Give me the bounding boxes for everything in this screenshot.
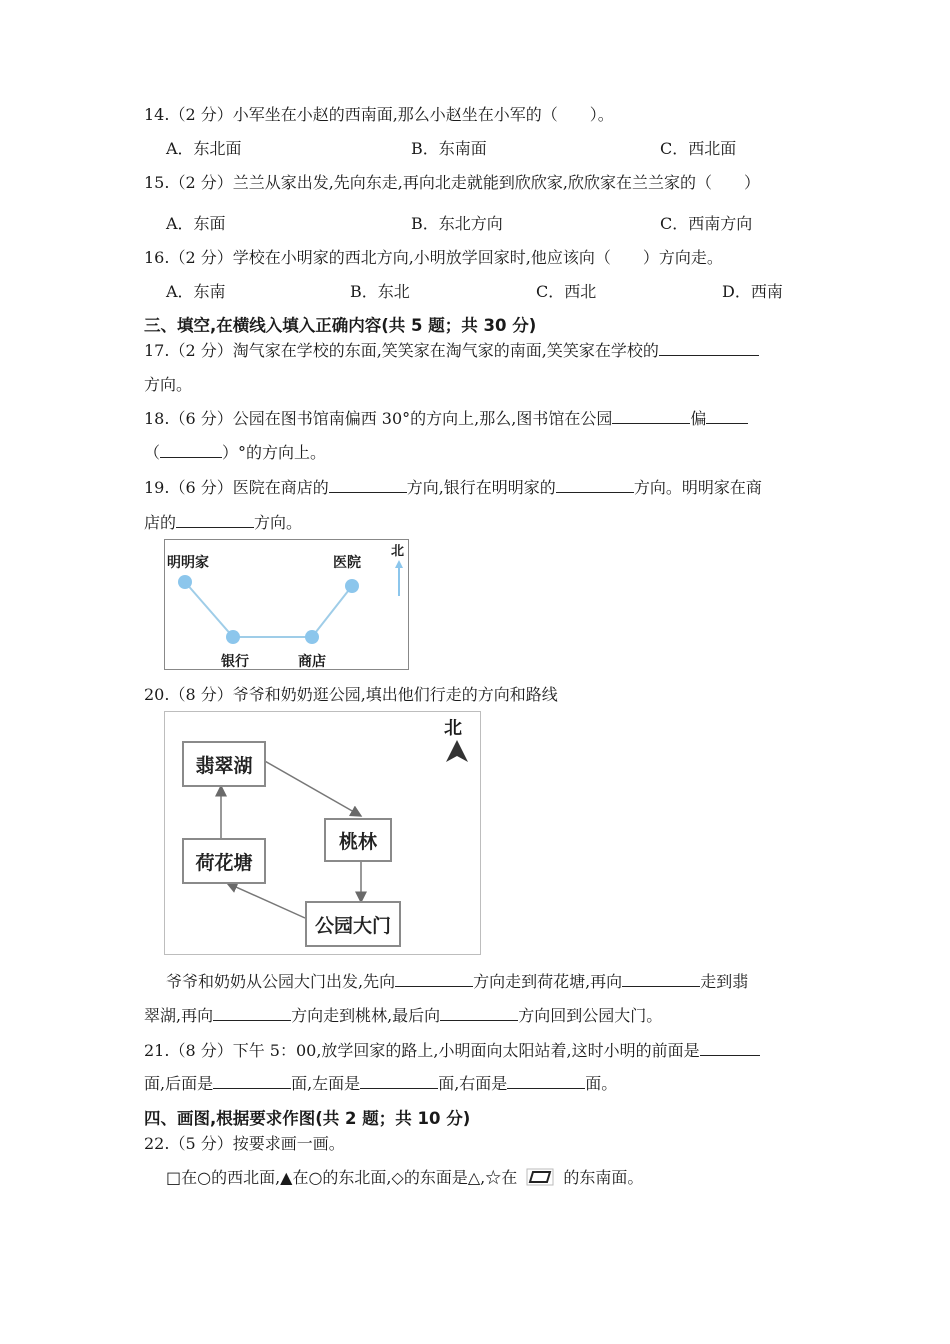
question-16: 16.（2 分）学校在小明家的西北方向,小明放学回家时,他应该向（ ）方向走。 [144,248,723,267]
shop-dot [305,630,319,644]
question-21 [144,1038,760,1061]
q20-park-figure [164,711,481,955]
label-minmin-home: 明明家 [167,555,209,571]
label-bank: 银行 [221,654,249,670]
q21-text-b: 面,左面是 [291,1074,361,1093]
q18-pian: 偏 [690,409,707,428]
q21-blank-1[interactable] [700,1041,760,1056]
q21-text: 21.（8 分）下午 5：00,放学回家的路上,小明面向太阳站着,这时小明的前面是 [144,1041,700,1060]
q18-blank-3[interactable] [160,443,222,458]
q16-option-a: A．东南 [166,282,226,301]
q22-text: □在○的西北面,▲在○的东北面,◇的东面是△,☆在 [166,1168,518,1187]
q16-option-d: D．西南 [722,282,783,301]
q21-blank-2[interactable] [213,1074,291,1089]
arrow-lake-to-peach [263,760,361,816]
q14-option-a: A．东北面 [166,139,242,158]
q20-blank-1[interactable] [395,972,473,987]
q21-blank-3[interactable] [360,1074,438,1089]
q20-text-d: 翠湖,再向 [144,1006,214,1025]
q20-text-a: 爷爷和奶奶从公园大门出发,先向 [166,972,396,991]
q18-paren-open: （ [144,443,161,462]
node-lotus-pond: 荷花塘 [182,838,266,884]
q19-text-c: 方向。明明家在商 [633,478,762,497]
q20-text-f: 方向回到公园大门。 [518,1006,663,1025]
q20-answer-line1 [166,969,748,992]
q14-option-b: B．东南面 [411,139,487,158]
label-shop: 商店 [298,654,326,670]
parallelogram-icon [526,1168,554,1186]
q19-map-figure [164,539,409,670]
q20-text-e: 方向走到桃林,最后向 [291,1006,441,1025]
q16-option-c: C．西北 [536,282,597,301]
q20-text-c: 走到翡 [700,972,749,991]
q21-blank-4[interactable] [507,1074,585,1089]
question-14: 14.（2 分）小军坐在小赵的西南面,那么小赵坐在小军的（ ）。 [144,105,614,124]
q21-text-d: 面。 [585,1074,618,1093]
question-20: 20.（8 分）爷爷和奶奶逛公园,填出他们行走的方向和路线 [144,685,558,704]
q19-blank-1[interactable] [329,478,407,493]
bank-dot [226,630,240,644]
q21-text-c: 面,右面是 [438,1074,508,1093]
q14-option-c: C．西北面 [660,139,737,158]
node-park-gate: 公园大门 [305,901,401,947]
label-hospital: 医院 [333,555,361,571]
label-north: 北 [391,544,405,559]
q20-blank-2[interactable] [622,972,700,987]
minmin-home-dot [178,575,192,589]
q17-line2: 方向。 [144,375,193,394]
q20-text-b: 方向走到荷花塘,再向 [473,972,623,991]
q22-instruction [166,1165,643,1188]
question-22: 22.（5 分）按要求画一画。 [144,1134,345,1153]
q19-route-line [185,582,352,637]
q20-answer-line2 [144,1003,662,1026]
q19-line2 [144,510,302,533]
north-pointer-icon [446,740,468,762]
q21-line2 [144,1071,617,1094]
question-18 [144,406,748,429]
q19-blank-3[interactable] [176,513,254,528]
q18-tail: ）°的方向上。 [222,443,327,462]
q18-line2 [144,440,326,463]
question-15: 15.（2 分）兰兰从家出发,先向东走,再向北走就能到欣欣家,欣欣家在兰兰家的（ ） [144,173,760,192]
q20-blank-4[interactable] [440,1006,518,1021]
node-peach-grove: 桃林 [324,818,392,862]
q22-text-end: 的东南面。 [563,1168,644,1187]
node-jade-lake: 翡翠湖 [182,741,266,787]
q18-blank-2[interactable] [706,409,748,424]
q17-blank[interactable] [659,341,759,356]
q15-option-a: A．东面 [166,214,226,233]
q19-text-d: 店的 [144,513,177,532]
q17-text: 17.（2 分）淘气家在学校的东面,笑笑家在淘气家的南面,笑笑家在学校的 [144,341,659,360]
q18-text: 18.（6 分）公园在图书馆南偏西 30°的方向上,那么,图书馆在公园 [144,409,613,428]
question-17 [144,338,759,361]
q19-text-e: 方向。 [254,513,303,532]
section-3-heading: 三、填空,在横线入填入正确内容(共 5 题；共 30 分) [144,316,537,335]
question-19 [144,475,762,498]
section-4-heading: 四、画图,根据要求作图(共 2 题；共 10 分) [144,1109,471,1128]
arrow-gate-to-lotus [227,883,305,918]
hospital-dot [345,579,359,593]
q20-blank-3[interactable] [213,1006,291,1021]
q18-blank-1[interactable] [612,409,690,424]
q16-option-b: B．东北 [350,282,410,301]
q15-option-b: B．东北方向 [411,214,503,233]
q21-text-a: 面,后面是 [144,1074,214,1093]
north-arrow-icon [395,560,403,568]
q15-option-c: C．西南方向 [660,214,753,233]
q19-text-a: 19.（6 分）医院在商店的 [144,478,329,497]
q19-text-b: 方向,银行在明明家的 [406,478,556,497]
q19-blank-2[interactable] [556,478,634,493]
q20-north-label: 北 [444,718,462,739]
